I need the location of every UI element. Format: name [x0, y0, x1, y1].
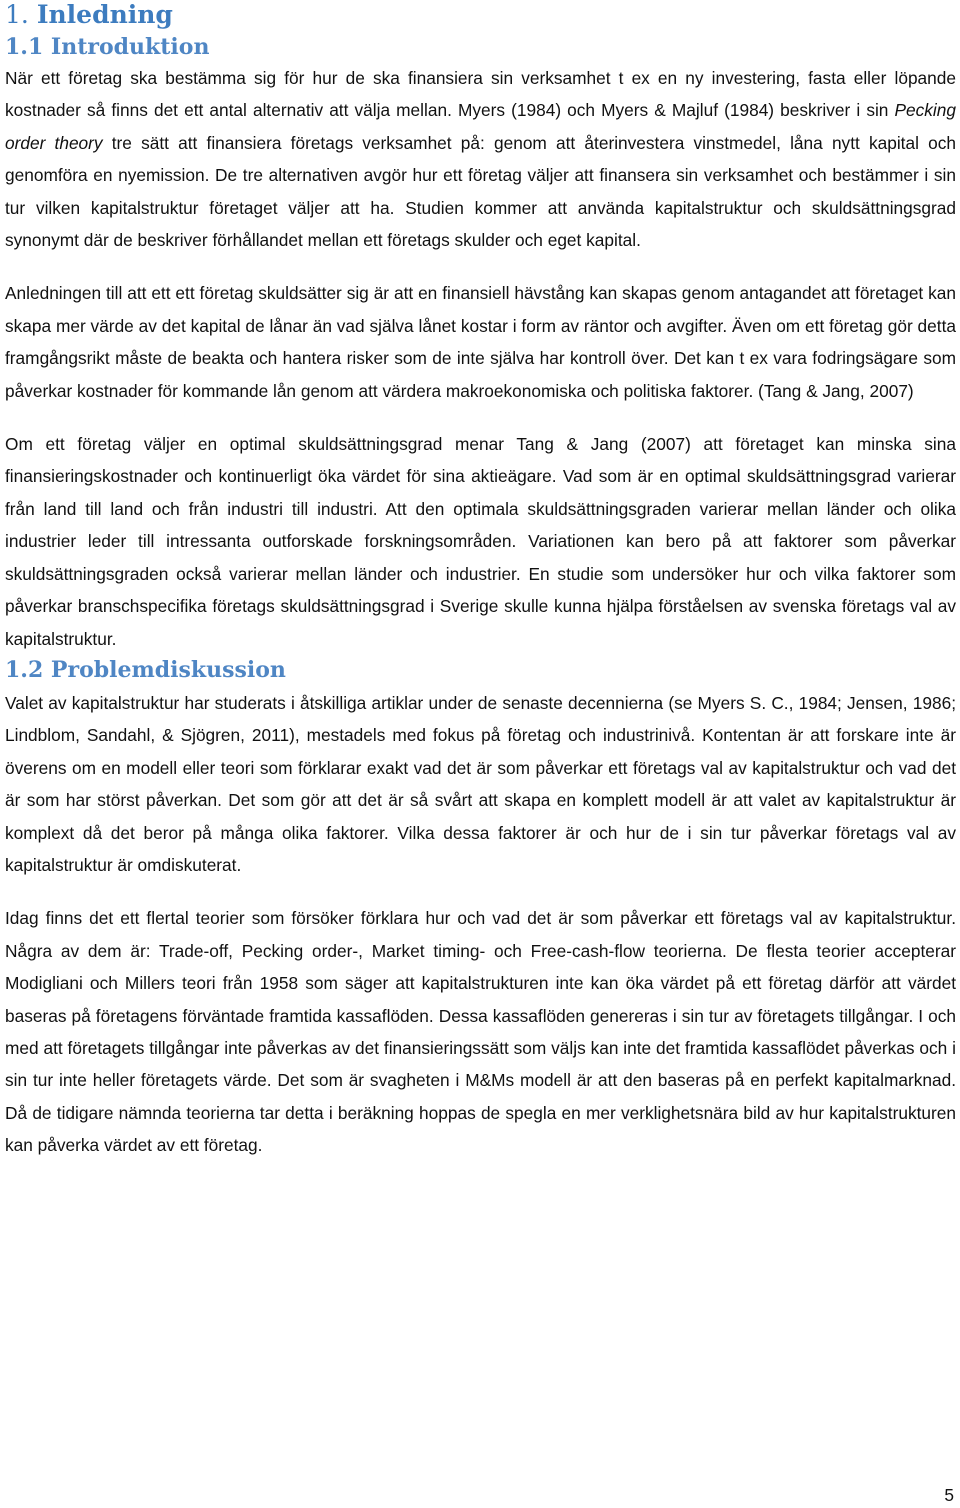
- section-heading-introduktion: 1.1 Introduktion: [5, 34, 210, 60]
- page-number: 5: [944, 1485, 954, 1505]
- chapter-number: 1.: [5, 0, 29, 29]
- section-heading-problemdiskussion: 1.2 Problemdiskussion: [5, 656, 286, 683]
- paragraph-text: När ett företag ska bestämma sig för hur de ska finansiera sin verksamhet t ex en ny investering, fasta eller löpande kostnader så finns det ett antal alternativ att välja mellan. Myers (1984) och Myers & Majluf (1984) beskriver i sin: [5, 68, 956, 121]
- paragraph: Om ett företag väljer en optimal skuldsättningsgrad menar Tang & Jang (2007) att företaget kan minska sina finansieringskostnader och kontinuerligt öka värdet för sina aktieägare. Vad som är en optimal skuldsättningsgrad varierar från land till land och från industri till industri. Att den optimala skuldsättningsgraden varierar mellan länder och olika industrier leder till intressanta outforskade forskningsområden. Variationen kan bero på att faktorer som påverkar skuldsättningsgraden också varierar mellan länder och industrier. En studie som undersöker hur och vilka faktorer som påverkar branschspecifika företags skuldsättningsgrad i Sverige skulle kunna hjälpa förståelsen av svenska företags val av kapitalstruktur.: [5, 434, 956, 649]
- chapter-heading: [5, 0, 956, 32]
- emphasized-term: Pecking order theory: [5, 100, 956, 153]
- paragraph: Anledningen till att ett ett företag skuldsätter sig är att en finansiell hävstång kan skapas genom antagandet att företaget kan skapa mer värde av det kapital de lånar än vad själva lånet kostar i form av räntor och avgifter. Även om ett företag gör detta framgångsrikt måste de beakta och hantera risker som de inte själva har kontroll över. Det kan t ex vara fodringsägare som påverkar kostnader för kommande lån genom att värdera makroekonomiska och politiska faktorer. (Tang & Jang, 2007): [5, 283, 956, 401]
- paragraph: Idag finns det ett flertal teorier som försöker förklara hur och vad det är som påverkar ett företags val av kapitalstruktur. Några av dem är: Trade-off, Pecking order-, Market timing- och Free-cash-flow teorierna. De flesta teorier accepterar Modigliani och Millers teori från 1958 som säger att kapitalstrukturen inte kan öka värdet på ett företag därför att värdet baseras på företagens förväntade framtida kassaflöden. Dessa kassaflöden genereras i sin tur av företagets tillgångar. I och med att företagets tillgångar inte påverkas av det finansieringssätt som väljs kan inte det framtida kassaflödet påverkas och i sin tur inte heller företagets värde. Det som är svagheten i M&Ms modell är att den baseras på en perfekt kapitalmarknad. Då de tidigare nämnda teorierna tar detta i beräkning hoppas de spegla en mer verklighetsnära bild av hur kapitalstrukturen kan påverka värdet av ett företag.: [5, 908, 956, 1156]
- document-page: [5, 0, 956, 1162]
- paragraph: [5, 62, 956, 256]
- chapter-title: Inledning: [36, 0, 173, 29]
- paragraph: Valet av kapitalstruktur har studerats i åtskilliga artiklar under de senaste decennierna (se Myers S. C., 1984; Jensen, 1986; Lindblom, Sandahl, & Sjögren, 2011), mestadels med fokus på företag och industrinivå. Kontentan är att forskare inte är överens om en modell eller teori som förklarar exakt vad det är som påverkar ett företags val av kapitalstruktur och vad det är som har störst påverkan. Det som gör att det är så svårt att skapa en komplett modell är att valet av kapitalstruktur är komplext då det beror på många olika faktorer. Vilka dessa faktorer är och hur de i sin tur påverkar företags val av kapitalstruktur är omdiskuterat.: [5, 692, 956, 875]
- paragraph-text: tre sätt att finansiera företags verksamhet på: genom att återinvestera vinstmedel, låna nytt kapital och genomföra en nyemission. De tre alternativen avgör hur ett företag väljer att finansera sin verksamhet och bestämmer i sin tur vilken kapitalstruktur företaget väljer att ha. Studien kommer att använda kapitalstruktur och skuldsättningsgrad synonymt där de beskriver förhållandet mellan ett företags skulder och eget kapital.: [5, 132, 956, 251]
